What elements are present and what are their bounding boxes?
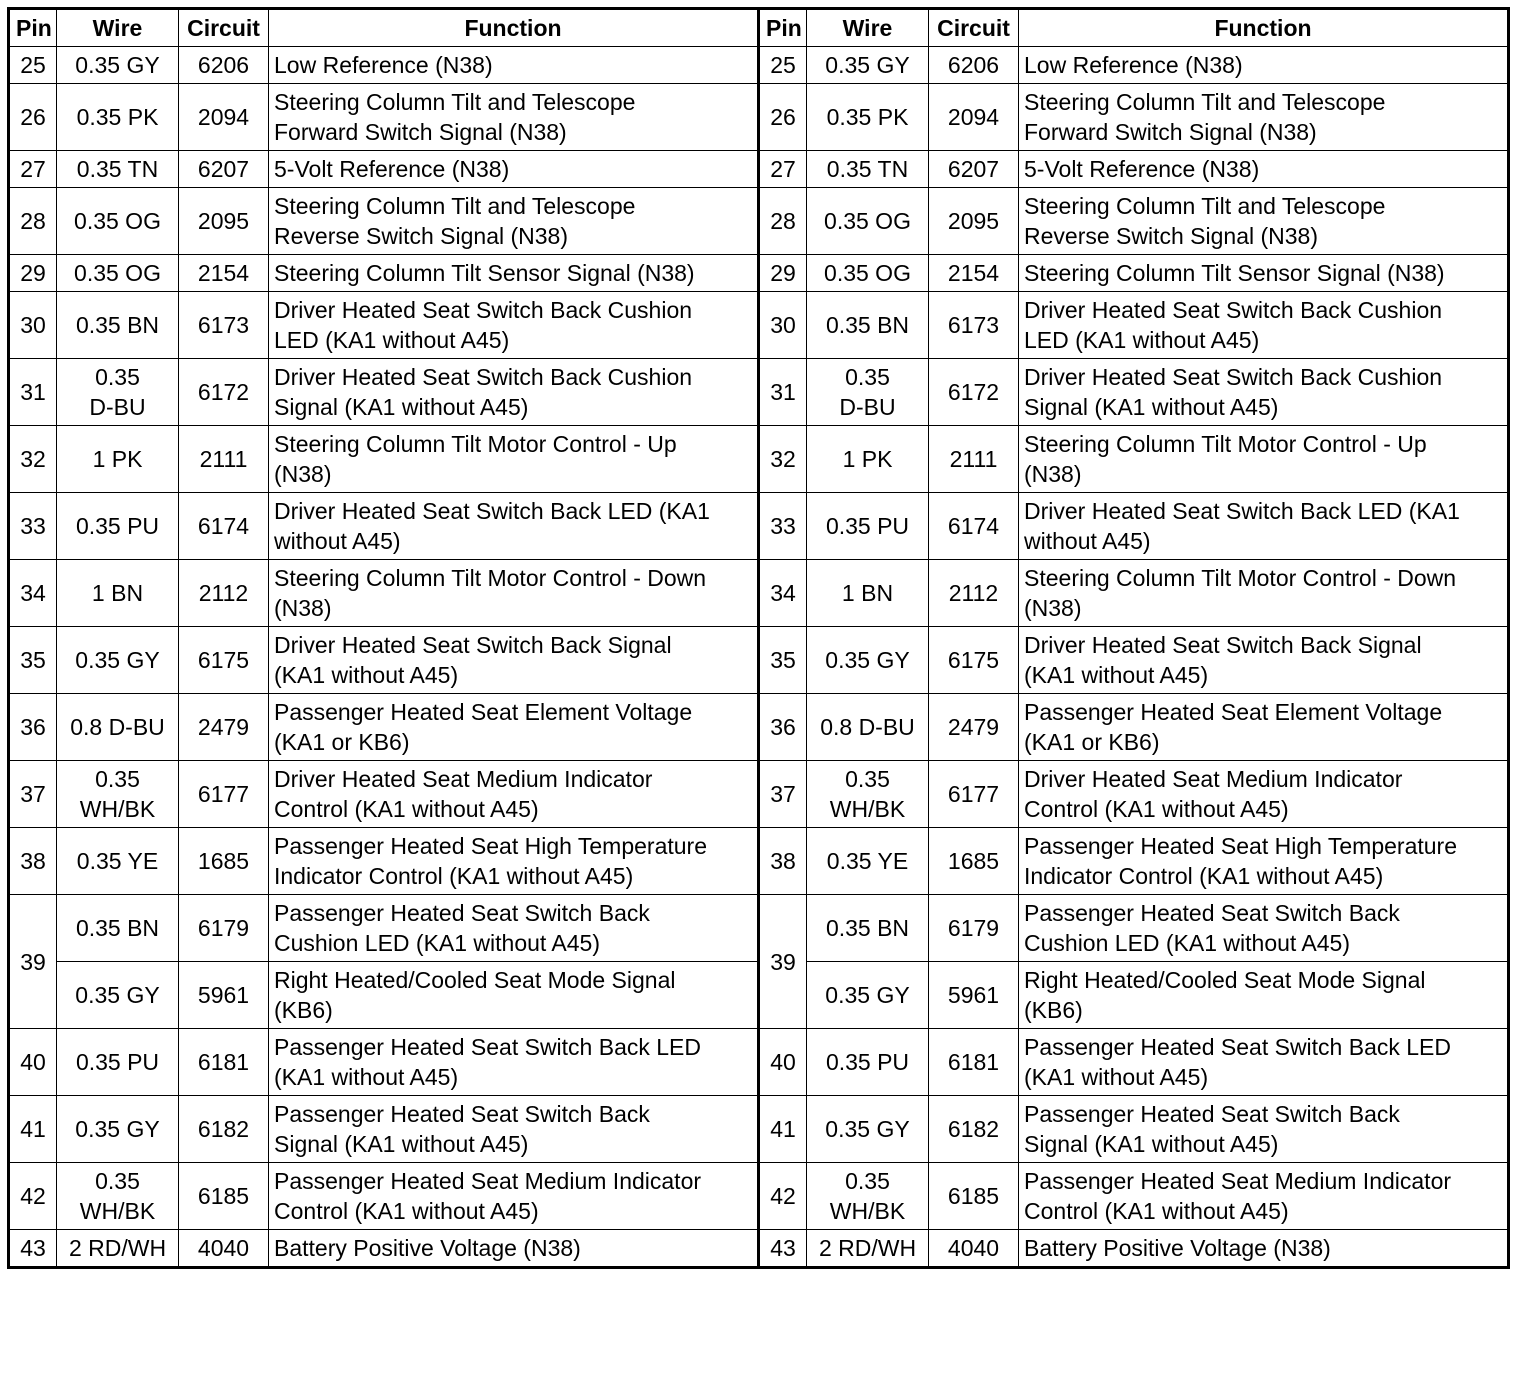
wire-cell: 1 BN: [57, 560, 179, 627]
circuit-cell: 2112: [929, 560, 1019, 627]
pin-cell: 30: [9, 292, 57, 359]
header-pin: Pin: [759, 9, 807, 47]
function-cell: Passenger Heated Seat Switch Back LED (KA1 without A45): [1019, 1029, 1509, 1096]
function-cell: Battery Positive Voltage (N38): [1019, 1230, 1509, 1268]
function-cell: Low Reference (N38): [1019, 47, 1509, 84]
function-cell: Right Heated/Cooled Seat Mode Signal (KB6): [1019, 962, 1509, 1029]
wire-cell: 0.35 OG: [57, 188, 179, 255]
function-cell: Driver Heated Seat Switch Back Cushion Signal (KA1 without A45): [1019, 359, 1509, 426]
wire-cell: 1 PK: [57, 426, 179, 493]
wire-cell: 0.35 YE: [807, 828, 929, 895]
wire-cell: 0.35 WH/BK: [807, 761, 929, 828]
wire-cell: 0.35 D-BU: [57, 359, 179, 426]
header-circuit: Circuit: [179, 9, 269, 47]
table-row: [9, 1029, 1509, 1096]
pin-cell: 40: [759, 1029, 807, 1096]
circuit-cell: 6179: [179, 895, 269, 962]
table-row: [9, 694, 1509, 761]
table-row: [9, 151, 1509, 188]
circuit-cell: 1685: [179, 828, 269, 895]
wire-cell: 0.35 BN: [807, 292, 929, 359]
pin-cell: 38: [759, 828, 807, 895]
circuit-cell: 1685: [929, 828, 1019, 895]
wire-cell: 0.35 GY: [807, 47, 929, 84]
pin-cell: 37: [759, 761, 807, 828]
function-cell: Passenger Heated Seat Switch Back LED (KA1 without A45): [269, 1029, 759, 1096]
table-row: [9, 426, 1509, 493]
circuit-cell: 6181: [929, 1029, 1019, 1096]
wire-cell: 0.35 PK: [57, 84, 179, 151]
wire-cell: 0.35 OG: [807, 255, 929, 292]
wire-cell: 0.8 D-BU: [57, 694, 179, 761]
function-cell: Driver Heated Seat Medium Indicator Control (KA1 without A45): [269, 761, 759, 828]
circuit-cell: 6206: [179, 47, 269, 84]
pin-cell: 35: [9, 627, 57, 694]
function-cell: Low Reference (N38): [269, 47, 759, 84]
wire-cell: 0.35 PU: [57, 1029, 179, 1096]
pin-cell: 25: [759, 47, 807, 84]
header-function: Function: [269, 9, 759, 47]
circuit-cell: 6179: [929, 895, 1019, 962]
pin-cell: 39: [759, 895, 807, 1029]
table-row: [9, 47, 1509, 84]
pin-cell: 31: [759, 359, 807, 426]
table-row: [9, 1230, 1509, 1268]
function-cell: Driver Heated Seat Switch Back Cushion LED (KA1 without A45): [1019, 292, 1509, 359]
function-cell: Passenger Heated Seat Switch Back Cushion LED (KA1 without A45): [269, 895, 759, 962]
connector-pinout-table: [7, 7, 1510, 1269]
pin-cell: 39: [9, 895, 57, 1029]
pin-cell: 29: [759, 255, 807, 292]
circuit-cell: 2154: [929, 255, 1019, 292]
wire-cell: 0.35 D-BU: [807, 359, 929, 426]
pin-cell: 43: [9, 1230, 57, 1268]
table-row: [9, 1163, 1509, 1230]
wire-cell: 0.35 BN: [807, 895, 929, 962]
pin-cell: 26: [9, 84, 57, 151]
circuit-cell: 6175: [929, 627, 1019, 694]
pin-cell: 25: [9, 47, 57, 84]
wire-cell: 1 BN: [807, 560, 929, 627]
function-cell: Passenger Heated Seat Switch Back Cushion LED (KA1 without A45): [1019, 895, 1509, 962]
pin-cell: 28: [759, 188, 807, 255]
function-cell: Passenger Heated Seat Switch Back Signal (KA1 without A45): [269, 1096, 759, 1163]
wire-cell: 0.35 WH/BK: [807, 1163, 929, 1230]
wire-cell: 0.35 GY: [57, 47, 179, 84]
pin-cell: 42: [9, 1163, 57, 1230]
table-row: [9, 493, 1509, 560]
table-body: [9, 47, 1509, 1268]
wire-cell: 1 PK: [807, 426, 929, 493]
circuit-cell: 6207: [179, 151, 269, 188]
function-cell: Driver Heated Seat Switch Back Cushion Signal (KA1 without A45): [269, 359, 759, 426]
circuit-cell: 5961: [929, 962, 1019, 1029]
function-cell: Steering Column Tilt Sensor Signal (N38): [1019, 255, 1509, 292]
wire-cell: 0.8 D-BU: [807, 694, 929, 761]
pin-cell: 32: [9, 426, 57, 493]
function-cell: Steering Column Tilt Motor Control - Up (N38): [1019, 426, 1509, 493]
table-row: [9, 292, 1509, 359]
pin-cell: 35: [759, 627, 807, 694]
wire-cell: 0.35 YE: [57, 828, 179, 895]
wire-cell: 0.35 TN: [57, 151, 179, 188]
function-cell: Steering Column Tilt and Telescope Reverse Switch Signal (N38): [269, 188, 759, 255]
pin-cell: 41: [9, 1096, 57, 1163]
circuit-cell: 6175: [179, 627, 269, 694]
function-cell: Passenger Heated Seat Switch Back Signal (KA1 without A45): [1019, 1096, 1509, 1163]
pin-cell: 37: [9, 761, 57, 828]
function-cell: Steering Column Tilt Motor Control - Up (N38): [269, 426, 759, 493]
table-row: [9, 560, 1509, 627]
circuit-cell: 2094: [929, 84, 1019, 151]
function-cell: Passenger Heated Seat Element Voltage (KA1 or KB6): [269, 694, 759, 761]
wire-cell: 0.35 GY: [57, 627, 179, 694]
pin-cell: 42: [759, 1163, 807, 1230]
circuit-cell: 2479: [929, 694, 1019, 761]
circuit-cell: 2112: [179, 560, 269, 627]
pin-cell: 33: [759, 493, 807, 560]
circuit-cell: 2479: [179, 694, 269, 761]
table-header: [9, 9, 1509, 47]
wire-cell: 0.35 PK: [807, 84, 929, 151]
wire-cell: 0.35 GY: [57, 1096, 179, 1163]
wire-cell: 0.35 PU: [807, 493, 929, 560]
function-cell: Driver Heated Seat Switch Back Signal (KA1 without A45): [269, 627, 759, 694]
header-pin: Pin: [9, 9, 57, 47]
circuit-cell: 4040: [929, 1230, 1019, 1268]
wire-cell: 0.35 TN: [807, 151, 929, 188]
function-cell: Right Heated/Cooled Seat Mode Signal (KB6): [269, 962, 759, 1029]
function-cell: Steering Column Tilt and Telescope Reverse Switch Signal (N38): [1019, 188, 1509, 255]
wire-cell: 2 RD/WH: [807, 1230, 929, 1268]
pin-cell: 34: [9, 560, 57, 627]
circuit-cell: 6206: [929, 47, 1019, 84]
pin-cell: 27: [759, 151, 807, 188]
wire-cell: 2 RD/WH: [57, 1230, 179, 1268]
table-row: [9, 359, 1509, 426]
pin-cell: 34: [759, 560, 807, 627]
circuit-cell: 6177: [929, 761, 1019, 828]
circuit-cell: 6177: [179, 761, 269, 828]
circuit-cell: 2111: [179, 426, 269, 493]
circuit-cell: 2111: [929, 426, 1019, 493]
circuit-cell: 2094: [179, 84, 269, 151]
wire-cell: 0.35 BN: [57, 292, 179, 359]
function-cell: Steering Column Tilt Motor Control - Down (N38): [1019, 560, 1509, 627]
pin-cell: 43: [759, 1230, 807, 1268]
table-row: [9, 761, 1509, 828]
function-cell: Passenger Heated Seat Medium Indicator Control (KA1 without A45): [1019, 1163, 1509, 1230]
wire-cell: 0.35 WH/BK: [57, 1163, 179, 1230]
circuit-cell: 6174: [179, 493, 269, 560]
table-row: [9, 1096, 1509, 1163]
pin-cell: 31: [9, 359, 57, 426]
pin-cell: 38: [9, 828, 57, 895]
pinout-table-container: [7, 7, 1510, 1269]
circuit-cell: 6173: [179, 292, 269, 359]
wire-cell: 0.35 GY: [57, 962, 179, 1029]
pin-cell: 33: [9, 493, 57, 560]
table-row: [9, 84, 1509, 151]
wire-cell: 0.35 OG: [57, 255, 179, 292]
header-wire: Wire: [807, 9, 929, 47]
table-row: [9, 627, 1509, 694]
circuit-cell: 6174: [929, 493, 1019, 560]
function-cell: Steering Column Tilt and Telescope Forward Switch Signal (N38): [269, 84, 759, 151]
function-cell: Passenger Heated Seat Element Voltage (KA1 or KB6): [1019, 694, 1509, 761]
pin-cell: 40: [9, 1029, 57, 1096]
circuit-cell: 5961: [179, 962, 269, 1029]
wire-cell: 0.35 PU: [807, 1029, 929, 1096]
table-row: [9, 188, 1509, 255]
circuit-cell: 6207: [929, 151, 1019, 188]
header-wire: Wire: [57, 9, 179, 47]
circuit-cell: 6185: [179, 1163, 269, 1230]
circuit-cell: 4040: [179, 1230, 269, 1268]
function-cell: Driver Heated Seat Switch Back LED (KA1 without A45): [269, 493, 759, 560]
pin-cell: 29: [9, 255, 57, 292]
pin-cell: 26: [759, 84, 807, 151]
header-circuit: Circuit: [929, 9, 1019, 47]
circuit-cell: 6182: [179, 1096, 269, 1163]
function-cell: Steering Column Tilt and Telescope Forward Switch Signal (N38): [1019, 84, 1509, 151]
pin-cell: 41: [759, 1096, 807, 1163]
wire-cell: 0.35 OG: [807, 188, 929, 255]
function-cell: Driver Heated Seat Switch Back LED (KA1 without A45): [1019, 493, 1509, 560]
header-function: Function: [1019, 9, 1509, 47]
function-cell: 5-Volt Reference (N38): [1019, 151, 1509, 188]
circuit-cell: 6182: [929, 1096, 1019, 1163]
table-row: [9, 255, 1509, 292]
function-cell: Driver Heated Seat Switch Back Cushion LED (KA1 without A45): [269, 292, 759, 359]
wire-cell: 0.35 GY: [807, 1096, 929, 1163]
function-cell: Steering Column Tilt Motor Control - Down (N38): [269, 560, 759, 627]
wire-cell: 0.35 BN: [57, 895, 179, 962]
wire-cell: 0.35 PU: [57, 493, 179, 560]
table-row: [9, 895, 1509, 962]
circuit-cell: 2154: [179, 255, 269, 292]
pin-cell: 36: [9, 694, 57, 761]
table-row: [9, 828, 1509, 895]
pin-cell: 27: [9, 151, 57, 188]
circuit-cell: 6172: [179, 359, 269, 426]
pin-cell: 32: [759, 426, 807, 493]
function-cell: Driver Heated Seat Medium Indicator Control (KA1 without A45): [1019, 761, 1509, 828]
wire-cell: 0.35 GY: [807, 627, 929, 694]
pin-cell: 30: [759, 292, 807, 359]
circuit-cell: 2095: [929, 188, 1019, 255]
circuit-cell: 6185: [929, 1163, 1019, 1230]
function-cell: Steering Column Tilt Sensor Signal (N38): [269, 255, 759, 292]
wire-cell: 0.35 GY: [807, 962, 929, 1029]
circuit-cell: 2095: [179, 188, 269, 255]
function-cell: Passenger Heated Seat High Temperature Indicator Control (KA1 without A45): [269, 828, 759, 895]
pin-cell: 36: [759, 694, 807, 761]
circuit-cell: 6181: [179, 1029, 269, 1096]
wire-cell: 0.35 WH/BK: [57, 761, 179, 828]
function-cell: Driver Heated Seat Switch Back Signal (KA1 without A45): [1019, 627, 1509, 694]
function-cell: Battery Positive Voltage (N38): [269, 1230, 759, 1268]
function-cell: Passenger Heated Seat High Temperature Indicator Control (KA1 without A45): [1019, 828, 1509, 895]
circuit-cell: 6172: [929, 359, 1019, 426]
function-cell: 5-Volt Reference (N38): [269, 151, 759, 188]
circuit-cell: 6173: [929, 292, 1019, 359]
function-cell: Passenger Heated Seat Medium Indicator Control (KA1 without A45): [269, 1163, 759, 1230]
pin-cell: 28: [9, 188, 57, 255]
